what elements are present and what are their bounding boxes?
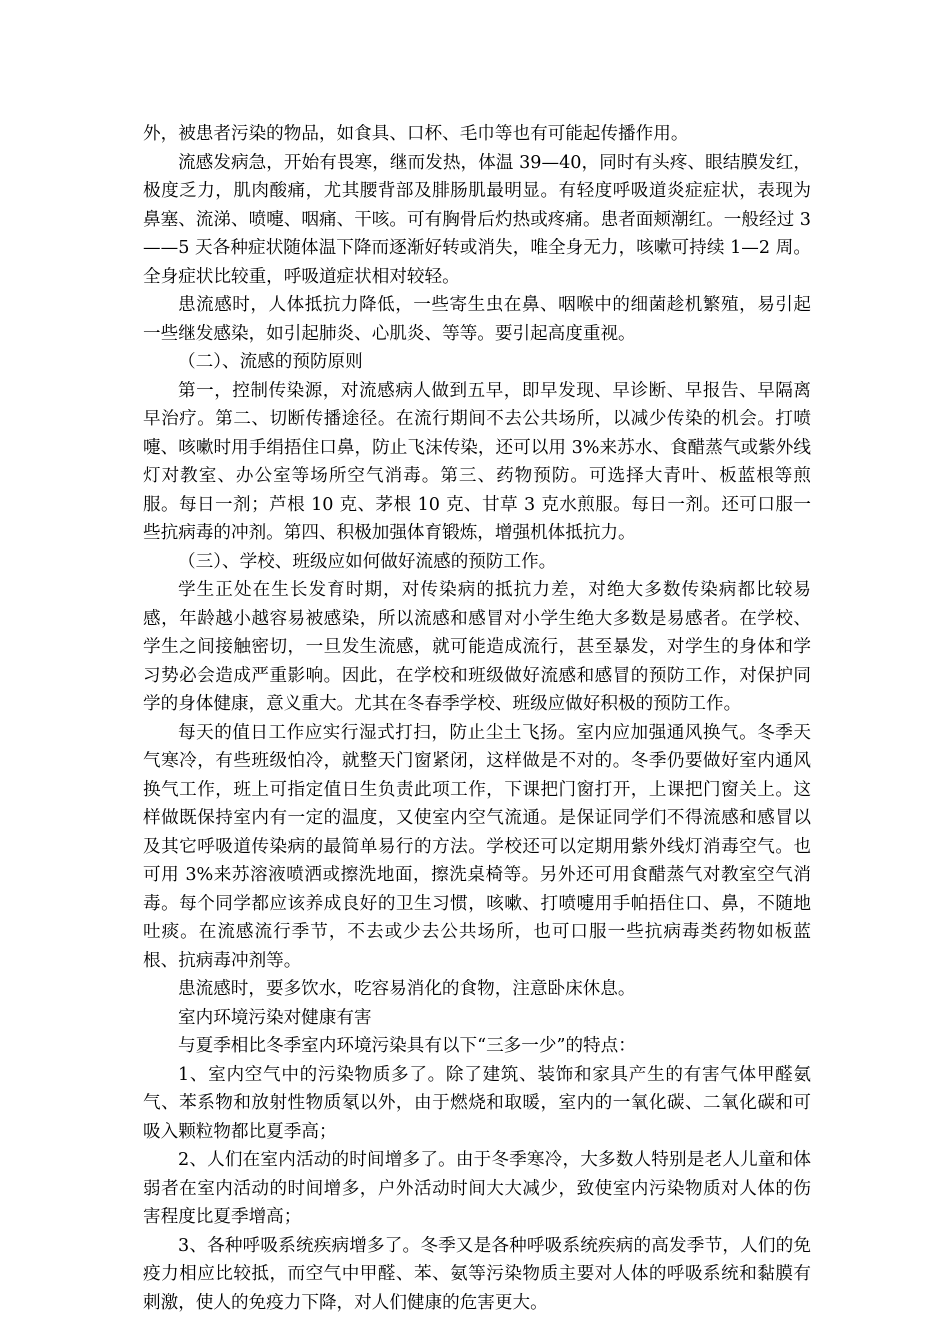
paragraph-symptoms: 流感发病急，开始有畏寒，继而发热，体温 39—40，同时有头疼、眼结膜发红，极度乏力，肌肉酸痛，尤其腰背部及腓肠肌最明显。有轻度呼吸道炎症症状，表现为鼻塞、流涕、喷嚏、咽痛、干咳。可有胸骨后灼热或疼痛。患者面颊潮红。一般经过 3——5 天各种症状随体温下降而逐渐好转或消失，唯全身无力，咳嗽可持续 1—2 周。全身症状比较重，呼吸道症状相对较轻。	[143, 152, 811, 287]
heading-indoor-pollution: 室内环境污染对健康有害	[178, 1007, 372, 1028]
list-item-indoor-time: 2、人们在室内活动的时间增多了。由于冬季寒冷，大多数人特别是老人儿童和体弱者在室内活动的时间增多，户外活动时间大大减少，致使室内污染物质对人体的伤害程度比夏季增高；	[143, 1150, 811, 1227]
document-page	[143, 120, 811, 1317]
section-heading-school-prevention: （三）、学校、班级应如何做好流感的预防工作。	[178, 551, 557, 572]
paragraph-students-susceptible: 学生正处在生长发育时期，对传染病的抵抗力差，对绝大多数传染病都比较易感，年龄越小越容易被感染，所以流感和感冒对小学生绝大多数是易感者。在学校、学生之间接触密切，一旦发生流感，就可能造成流行，甚至暴发，对学生的身体和学习势必会造成严重影响。因此，在学校和班级做好流感和感冒的预防工作，对保护同学的身体健康，意义重大。尤其在冬春季学校、班级应做好积极的预防工作。	[143, 580, 811, 714]
paragraph-rest-advice: 患流感时，要多饮水，吃容易消化的食物，注意卧床休息。	[178, 979, 636, 999]
paragraph-daily-duty: 每天的值日工作应实行湿式打扫，防止尘土飞扬。室内应加强通风换气。冬季天气寒冷，有些班级怕冷，就整天门窗紧闭，这样做是不对的。冬季仍要做好室内通风换气工作，班上可指定值日生负责此项工作，下课把门窗打开，上课把门窗关上。这样做既保持室内有一定的温度，又使室内空气流通。是保证同学们不得流感和感冒以及其它呼吸道传染病的最简单易行的方法。学校还可以定期用紫外线灯消毒空气。也可用 3%来苏溶液喷洒或擦洗地面，擦洗桌椅等。另外还可用食醋蒸气对教室空气消毒。每个同学都应该养成良好的卫生习惯，咳嗽、打喷嚏用手帕捂住口、鼻，不随地吐痰。在流感流行季节，不去或少去公共场所，也可口服一些抗病毒类药物如板蓝根、抗病毒冲剂等。	[143, 722, 811, 971]
section-heading-prevention-principles: （二）、流感的预防原则	[178, 352, 363, 372]
list-item-respiratory-diseases: 3、各种呼吸系统疾病增多了。冬季又是各种呼吸系统疾病的高发季节，人们的免疫力相应比较抵，而空气中甲醛、苯、氨等污染物质主要对人体的呼吸系统和黏膜有刺激，使人的免疫力下降，对人们健康的危害更大。	[143, 1235, 811, 1313]
paragraph-winter-features: 与夏季相比冬季室内环境污染具有以下“三多一少”的特点：	[178, 1036, 636, 1056]
paragraph-prevention-measures: 第一，控制传染源，对流感病人做到五早，即早发现、早诊断、早报告、早隔离早治疗。第二、切断传播途径。在流行期间不去公共场所，以减少传染的机会。打喷嚏、咳嗽时用手绢捂住口鼻，防止飞沫传染，还可以用 3%来苏水、食醋蒸气或紫外线灯对教室、办公室等场所空气消毒。第三、药物预防。可选择大青叶、板蓝根等煎服。每日一剂；芦根 10 克、茅根 10 克、甘草 3 克水煎服。每日一剂。还可口服一些抗病毒的冲剂。第四、积极加强体育锻炼，增强机体抵抗力。	[143, 380, 811, 543]
paragraph-transmission-end: 外，被患者污染的物品，如食具、口杯、毛巾等也有可能起传播作用。	[143, 124, 689, 144]
paragraph-complications: 患流感时，人体抵抗力降低，一些寄生虫在鼻、咽喉中的细菌趁机繁殖，易引起一些继发感染，如引起肺炎、心肌炎、等等。要引起高度重视。	[143, 295, 811, 344]
list-item-pollutants: 1、室内空气中的污染物质多了。除了建筑、装饰和家具产生的有害气体甲醛氨气、苯系物和放射性物质氡以外，由于燃烧和取暖，室内的一氧化碳、二氧化碳和可吸入颗粒物都比夏季高；	[143, 1064, 811, 1142]
